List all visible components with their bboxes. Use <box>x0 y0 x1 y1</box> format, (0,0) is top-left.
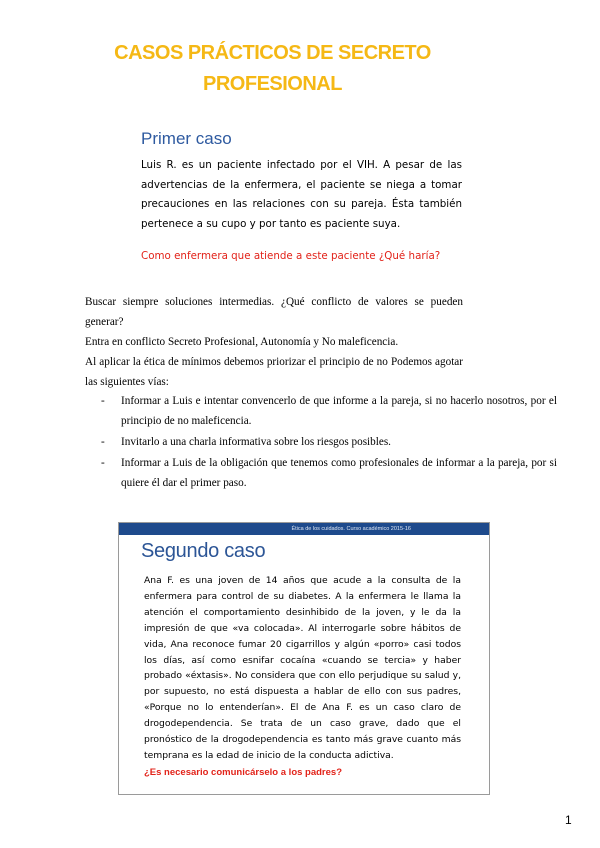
case1-heading: Primer caso <box>141 129 232 148</box>
slide-question: ¿Es necesario comunicárselo a los padres? <box>144 767 342 778</box>
bullet-item <box>85 453 557 493</box>
bullet-text: Invitarlo a una charla informativa sobre los riesgos posibles. <box>121 436 391 448</box>
page-number: 1 <box>565 813 572 827</box>
slide-title: Segundo caso <box>141 540 266 562</box>
bullet-text: Informar a Luis de la obligación que tenemos como profesionales de informar a la pareja, por si quiere él dar el primer paso. <box>121 457 557 489</box>
case1-answer <box>85 292 463 392</box>
slide-header-bar <box>119 523 489 535</box>
slide-header-text: Ética de los cuidados. Curso académico 2015-16 <box>291 526 411 532</box>
answer-bullet-list <box>85 391 557 494</box>
bullet-marker: - <box>101 395 105 407</box>
case1-question: Como enfermera que atiende a este paciente ¿Qué haría? <box>141 250 441 262</box>
document-title-line1: CASOS PRÁCTICOS DE SECRETO <box>114 42 431 64</box>
answer-paragraph: Al aplicar la ética de mínimos debemos priorizar el principio de no Podemos agotar las siguientes vías: <box>85 356 463 388</box>
bullet-marker: - <box>101 457 105 469</box>
slide-second-case <box>118 522 490 795</box>
document-title <box>0 38 545 100</box>
case1-text: Luis R. es un paciente infectado por el VIH. A pesar de las advertencias de la enfermera, el paciente se niega a tomar precauciones en las relaciones con su pareja. Ésta también pertenece a su cupo y por tanto es paciente suya. <box>141 159 462 230</box>
document-title-line2: PROFESIONAL <box>203 73 342 95</box>
answer-paragraph: Buscar siempre soluciones intermedias. ¿Qué conflicto de valores se pueden generar? <box>85 296 463 328</box>
slide-text: Ana F. es una joven de 14 años que acude a la consulta de la enfermera para control de su diabetes. A la enfermera le llama la atención el comportamiento desinhibido de la joven, y le da la impresión de que «va colocada». Al interrogarle sobre hábitos de vida, Ana reconoce fumar 20 cigarrillos y algún «porro» casi todos los días, así como esnifar cocaína «cuando se tercia» y haber probado «éxtasis». No considera que con ello perjudique su salud y, por supuesto, no está dispuesta a hablar de ello con sus padres, «Porque no lo entenderían». El de Ana F. es un caso claro de drogodependencia. Se trata de un caso grave, dado que el pronóstico de la drogodependencia es tanto más grave cuanto más temprana es la edad de inicio de la conducta adictiva. <box>144 575 461 761</box>
bullet-marker: - <box>101 436 105 448</box>
bullet-item <box>85 391 557 431</box>
bullet-item <box>85 432 557 452</box>
answer-paragraph: Entra en conflicto Secreto Profesional, Autonomía y No maleficencia. <box>85 336 399 348</box>
bullet-text: Informar a Luis e intentar convencerlo de que informe a la pareja, si no hacerlo nosotros, por el principio de no maleficencia. <box>121 395 557 427</box>
